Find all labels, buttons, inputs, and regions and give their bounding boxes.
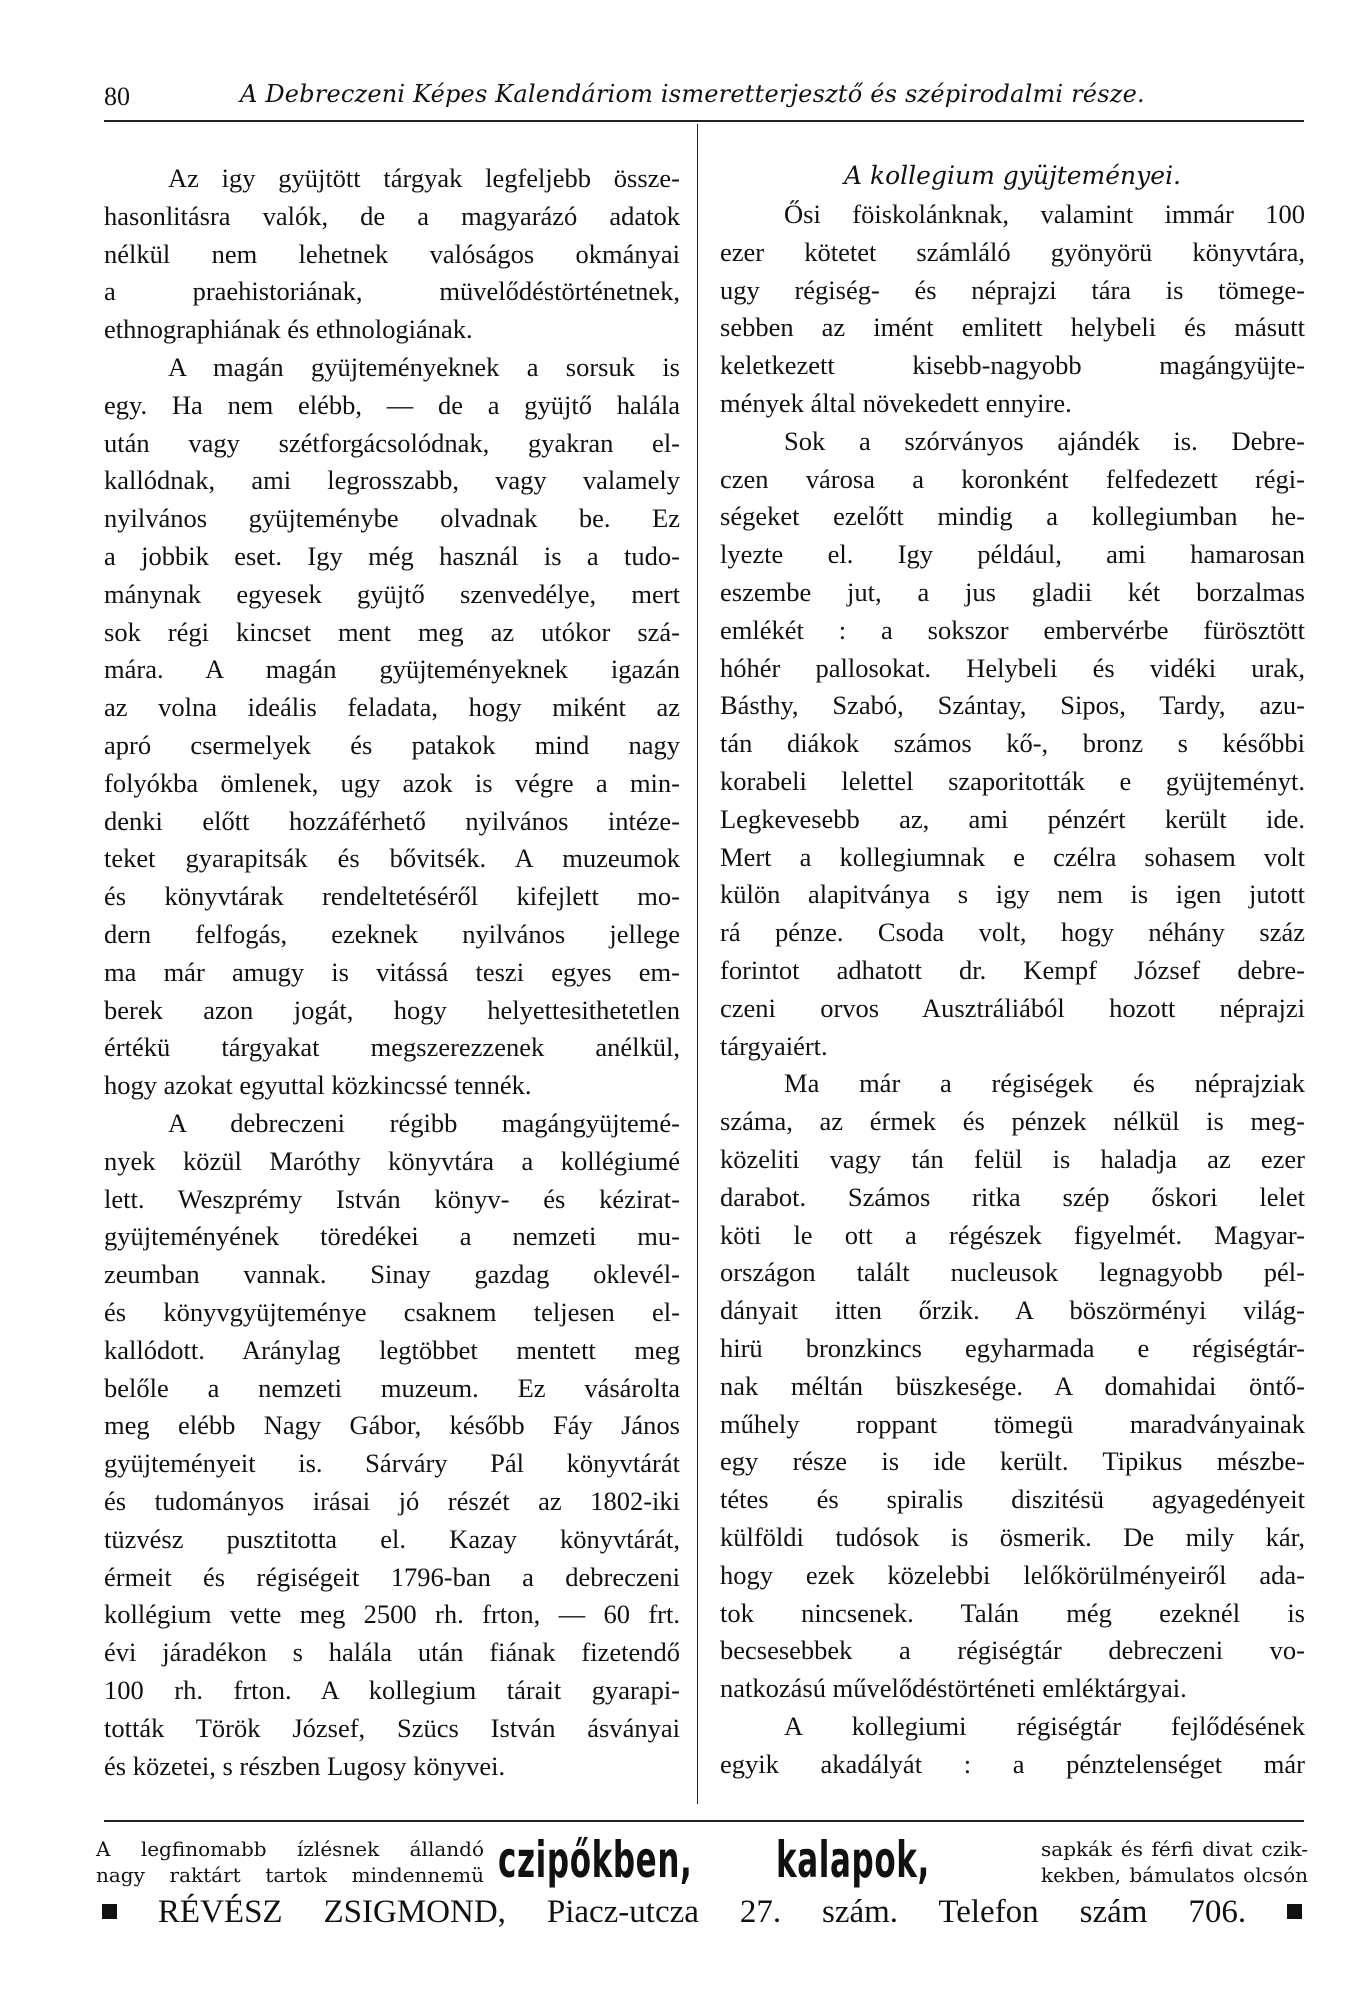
text-line: külön alapitványa s igy nem is igen jutott [720, 879, 1305, 910]
text-line: és könyvtárak rendeltetéséről kifejlett mo- [104, 881, 680, 912]
text-line: köti le ott a régészek figyelmét. Magyar- [720, 1219, 1305, 1250]
text-line: érmeit és régiségeit 1796-ban a debreczeni [104, 1561, 680, 1592]
text-line: egyik akadályát : a pénztelenséget már [720, 1748, 1305, 1779]
text-line: Az igy gyüjtött tárgyak legfeljebb össze- [168, 163, 680, 193]
text-line: A debreczeni régibb magángyüjtemé- [168, 1108, 680, 1138]
ad-contact-text: RÉVÉSZ ZSIGMOND, Piacz-utcza 27. szám. Telefon szám 706. [157, 1894, 1247, 1930]
text-line: lyezte el. Igy például, ami hamarosan [720, 539, 1305, 570]
text-line: dányait itten őrzik. A böszörményi világ- [720, 1295, 1305, 1326]
text-line: Ősi föiskolánknak, valamint immár 100 [784, 199, 1305, 229]
text-line: keletkezett kisebb-nagyobb magángyüjte- [720, 350, 1305, 381]
text-line: Básthy, Szabó, Szántay, Sipos, Tardy, azu- [720, 690, 1305, 721]
text-line: A kollegiumi régiségtár fejlődésének [784, 1711, 1305, 1741]
advertisement [96, 1826, 1308, 1936]
text-line: A magán gyüjteményeknek a sorsuk is [168, 352, 680, 382]
text-line: tán diákok számos kő-, bronz s későbbi [720, 728, 1305, 759]
text-line: lett. Weszprémy István könyv- és kézirat- [104, 1183, 680, 1214]
text-line: dern felfogás, ezeknek nyilvános jellege [104, 919, 680, 949]
column-divider [697, 124, 698, 1804]
text-line: után vagy szétforgácsolódnak, gyakran el- [104, 427, 680, 458]
text-line: gyüjteményének töredékei a nemzeti mu- [104, 1221, 680, 1252]
text-line: belőle a nemzeti muzeum. Ez vásárolta [104, 1372, 680, 1403]
text-line: berek azon jogát, hogy helyettesithetetlen [104, 994, 680, 1025]
text-line: nak méltán büszkesége. A domahidai öntő- [720, 1370, 1305, 1401]
text-line: meg elébb Nagy Gábor, később Fáy János [104, 1410, 680, 1441]
text-line: forintot adhatott dr. Kempf József debre- [720, 955, 1305, 985]
text-line: és közetei, s részben Lugosy könyvei. [104, 1750, 506, 1781]
text-line: hóhér pallosokat. Helybeli és vidéki urak, [720, 652, 1305, 683]
text-line: tüzvész pusztitotta el. Kazay könyvtárát, [104, 1523, 680, 1554]
black-square-icon [1287, 1904, 1302, 1919]
text-line: becsesebbek a régiségtár debreczeni vo- [720, 1635, 1305, 1666]
text-line: darabot. Számos ritka szép őskori lelet [720, 1181, 1305, 1212]
text-line: és könyvgyüjteménye csaknem teljesen el- [104, 1297, 680, 1327]
text-line: az volna ideális feladata, hogy miként az [104, 692, 680, 723]
text-line: tárgyaiért. [720, 1030, 828, 1061]
ad-contact-line [102, 1892, 1302, 1932]
text-line: tétes és spiralis diszitésü agyagedényeit [720, 1484, 1305, 1515]
section-title: A kollegium gyüjteményei. [843, 161, 1182, 190]
text-line: eszembe jut, a jus gladii két borzalmas [720, 577, 1305, 607]
text-line: száma, az érmek és pénzek nélkül is meg- [720, 1106, 1305, 1137]
text-line: czen városa a koronként felfedezett régi- [720, 463, 1305, 494]
text-line: emlékét : a sokszor embervérbe fürösztött [720, 614, 1305, 645]
text-line: a jobbik eset. Igy még használ is a tudo- [104, 541, 680, 571]
text-line: czeni orvos Ausztráliából hozott néprajzi [720, 992, 1305, 1023]
text-line: ethnographiának és ethnologiának. [104, 314, 473, 345]
text-line: nyilvános gyüjteménybe olvadnak be. Ez [104, 503, 680, 534]
text-line: Sok a szórványos ajándék is. Debre- [784, 425, 1305, 456]
text-line: tották Török József, Szücs István ásványai [104, 1712, 680, 1743]
text-line: nélkül nem lehetnek valóságos okmányai [104, 238, 680, 269]
text-line: hogy ezek közelebbi lelőkörülményeiről ada- [720, 1559, 1305, 1590]
text-line: Mert a kollegiumnak e czélra sohasem volt [720, 841, 1305, 872]
text-line: zeumban vannak. Sinay gazdag oklevél- [104, 1259, 680, 1290]
text-line: apró csermelyek és patakok mind nagy [104, 730, 680, 760]
text-line: rá pénze. Csoda volt, hogy néhány száz [720, 917, 1305, 948]
text-line: kallódnak, ami legrosszabb, vagy valamely [104, 465, 680, 496]
text-line: nyek közül Maróthy könyvtára a kollégiumé [104, 1145, 680, 1176]
ad-left-text [96, 1836, 484, 1888]
page-number: 80 [104, 82, 130, 111]
text-line: külföldi tudósok is ösmerik. De mily kár, [720, 1522, 1305, 1552]
text-line: korabeli lelettel szaporitották e gyüjteményt. [720, 766, 1305, 796]
text-line: évi járadékon s halála után fiának fizetendő [104, 1637, 680, 1668]
text-line: mánynak egyesek gyüjtő szenvedélye, mert [104, 578, 680, 609]
ad-right-line: sapkák és férfi divat czik- [1041, 1837, 1308, 1861]
text-line: mények által növekedett ennyire. [720, 388, 1072, 418]
ad-left-line: nagy raktárt tartok mindennemü [96, 1863, 484, 1887]
text-line: ma már amugy is vitássá teszi egyes em- [104, 956, 680, 987]
black-square-icon [102, 1904, 117, 1919]
text-line: hirü bronzkincs egyharmada e régiségtár- [720, 1333, 1305, 1363]
text-line: tok nincsenek. Talán még ezeknél is [720, 1597, 1305, 1628]
ad-headline-hats: kalapok, [776, 1831, 930, 1889]
text-line: denki előtt hozzáférhető nyilvános intéze- [104, 805, 680, 836]
text-line: és tudományos irásai jó részét az 1802-iki [104, 1486, 680, 1516]
text-line: hogy azokat egyuttal közkincssé tennék. [104, 1070, 532, 1101]
text-line: ugy régiség- és néprajzi tára is tömege- [720, 274, 1305, 305]
text-line: ségeket ezelőtt mindig a kollegiumban he- [720, 501, 1305, 532]
text-line: kollégium vette meg 2500 rh. frton, — 60 frt. [104, 1599, 680, 1630]
text-line: sok régi kincset ment meg az utókor szá- [104, 616, 680, 647]
text-line: műhely roppant tömegü maradványainak [720, 1408, 1305, 1439]
text-line: közeliti vagy tán felül is haladja az ezer [720, 1144, 1305, 1174]
text-line: teket gyarapitsák és bővitsék. A muzeumok [104, 843, 680, 874]
text-line: sebben az imént emlitett helybeli és másutt [720, 312, 1305, 343]
ad-right-line: kekben, bámulatos olcsón [1041, 1863, 1308, 1887]
text-line: a praehistoriának, müvelődéstörténetnek, [104, 276, 680, 307]
ad-headline-shoes: czipőkben, [498, 1831, 693, 1889]
text-line: hasonlitásra valók, de a magyarázó adatok [104, 200, 680, 231]
text-line: 100 rh. frton. A kollegium tárait gyarapi- [104, 1675, 680, 1705]
text-line: ezer kötetet számláló gyönyörü könyvtára, [720, 236, 1305, 267]
text-line: értékü tárgyakat megszerezzenek anélkül, [104, 1032, 680, 1063]
page-header [104, 78, 1304, 110]
ad-right-text [1041, 1836, 1308, 1888]
header-rule [104, 120, 1304, 122]
text-line: mára. A magán gyüjteményeknek igazán [104, 654, 680, 685]
ad-left-line: A legfinomabb ízlésnek állandó [96, 1837, 484, 1861]
footer-rule [104, 1820, 1304, 1822]
text-line: egy része is ide került. Tipikus mészbe- [720, 1446, 1305, 1477]
text-line: Ma már a régiségek és néprajziak [784, 1068, 1305, 1099]
text-line: gyüjteményeit is. Sárváry Pál könyvtárát [104, 1448, 680, 1479]
text-line: folyókba ömlenek, ugy azok is végre a min- [104, 767, 680, 798]
text-line: natkozású művelődéstörténeti emléktárgyai. [720, 1673, 1187, 1704]
text-line: országon talált nucleusok legnagyobb pél- [720, 1257, 1305, 1288]
running-title: A Debreczeni Képes Kalendáriom ismeretterjesztő és szépirodalmi része. [240, 80, 1145, 108]
text-line: egy. Ha nem elébb, — de a gyüjtő halála [104, 389, 680, 420]
text-line: kallódott. Aránylag legtöbbet mentett meg [104, 1334, 680, 1365]
text-line: Legkevesebb az, ami pénzért került ide. [720, 803, 1305, 834]
